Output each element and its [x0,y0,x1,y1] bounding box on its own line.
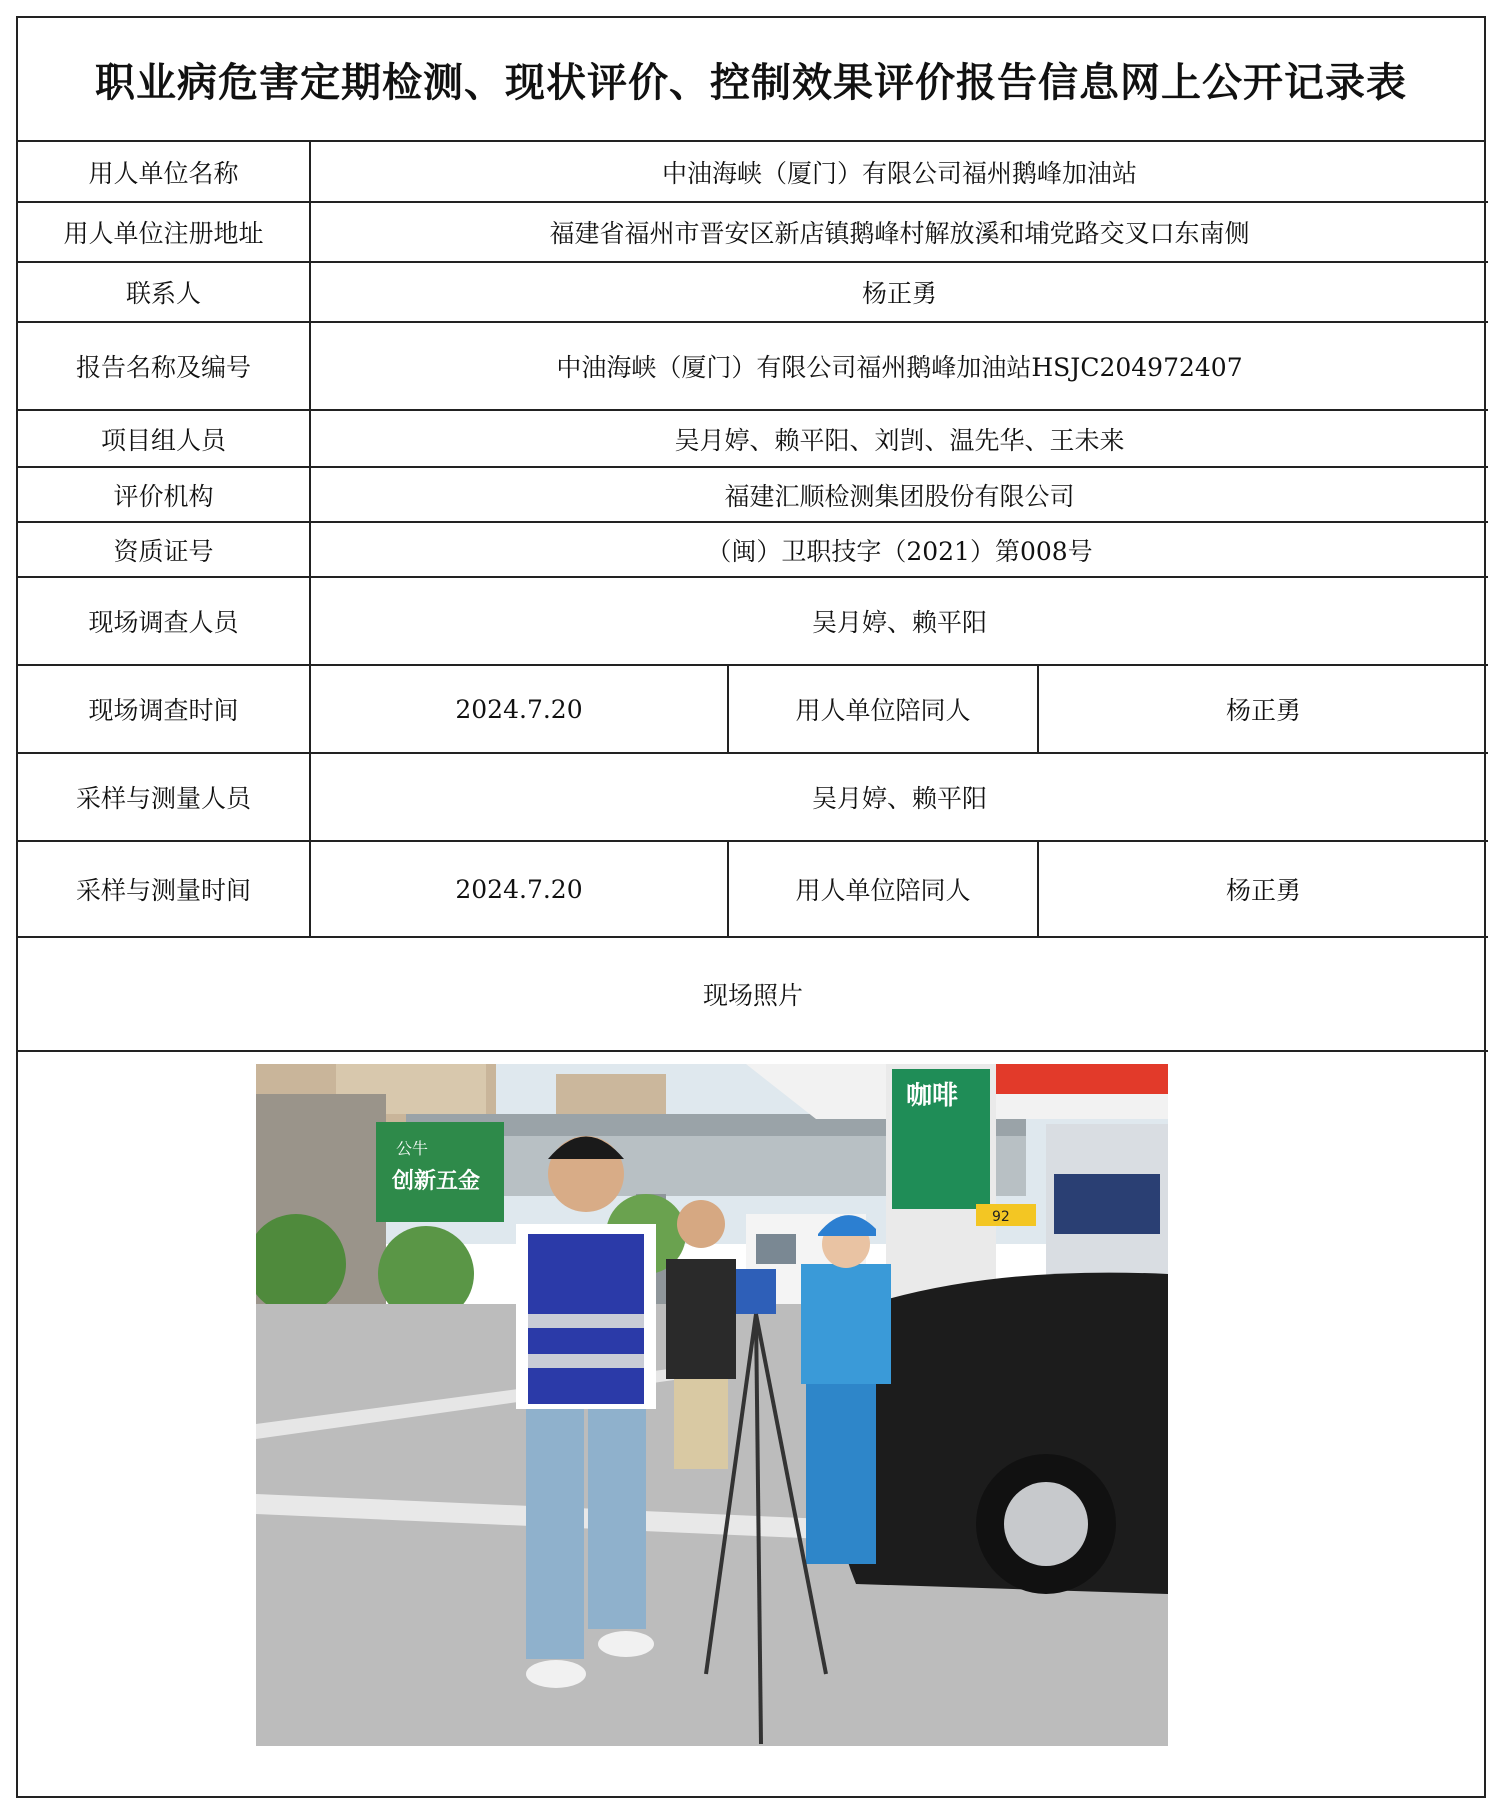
qualification-no-label: 资质证号 [18,522,310,577]
row-survey-time [18,665,1488,753]
info-table [18,142,1488,1052]
row-sampling-time [18,841,1488,937]
row-project-members [18,410,1488,467]
qualification-no-value: （闽）卫职技字（2021）第008号 [310,522,1488,577]
store-brand-sign: 公牛 [396,1139,429,1158]
row-sampling-staff [18,753,1488,841]
row-evaluation-org [18,467,1488,522]
row-contact [18,262,1488,322]
page-title: 职业病危害定期检测、现状评价、控制效果评价报告信息网上公开记录表 [18,18,1484,142]
sampling-companion-label: 用人单位陪同人 [728,841,1038,937]
photo-area [18,1047,1484,1796]
sampling-staff-label: 采样与测量人员 [18,753,310,841]
site-photo [256,1064,1168,1746]
photo-header: 现场照片 [18,937,1488,1051]
sampling-time-value: 2024.7.20 [310,841,728,937]
store-name-sign: 创新五金 [392,1169,481,1194]
survey-companion-value: 杨正勇 [1038,665,1488,753]
row-employer-name [18,142,1488,202]
evaluation-org-value: 福建汇顺检测集团股份有限公司 [310,467,1488,522]
row-qualification-no [18,522,1488,577]
sampling-companion-value: 杨正勇 [1038,841,1488,937]
row-report-name [18,322,1488,410]
report-name-label: 报告名称及编号 [18,322,310,410]
sampling-staff-value: 吴月婷、赖平阳 [310,753,1488,841]
contact-value: 杨正勇 [310,262,1488,322]
row-employer-address [18,202,1488,262]
project-members-label: 项目组人员 [18,410,310,467]
project-members-value: 吴月婷、赖平阳、刘剀、温先华、王未来 [310,410,1488,467]
survey-time-value: 2024.7.20 [310,665,728,753]
evaluation-org-label: 评价机构 [18,467,310,522]
pump-grade-sign: 92 [992,1209,1010,1225]
survey-staff-value: 吴月婷、赖平阳 [310,577,1488,665]
sampling-time-label: 采样与测量时间 [18,841,310,937]
row-photo-header [18,937,1488,1051]
survey-companion-label: 用人单位陪同人 [728,665,1038,753]
employer-name-value: 中油海峡（厦门）有限公司福州鹅峰加油站 [310,142,1488,202]
employer-name-label: 用人单位名称 [18,142,310,202]
survey-staff-label: 现场调查人员 [18,577,310,665]
employer-address-value: 福建省福州市晋安区新店镇鹅峰村解放溪和埔党路交叉口东南侧 [310,202,1488,262]
survey-time-label: 现场调查时间 [18,665,310,753]
site-photo-drawing [256,1064,1168,1746]
employer-address-label: 用人单位注册地址 [18,202,310,262]
report-name-value: 中油海峡（厦门）有限公司福州鹅峰加油站HSJC204972407 [310,322,1488,410]
record-sheet [16,16,1486,1798]
contact-label: 联系人 [18,262,310,322]
coffee-sign: 咖啡 [906,1081,959,1111]
row-survey-staff [18,577,1488,665]
